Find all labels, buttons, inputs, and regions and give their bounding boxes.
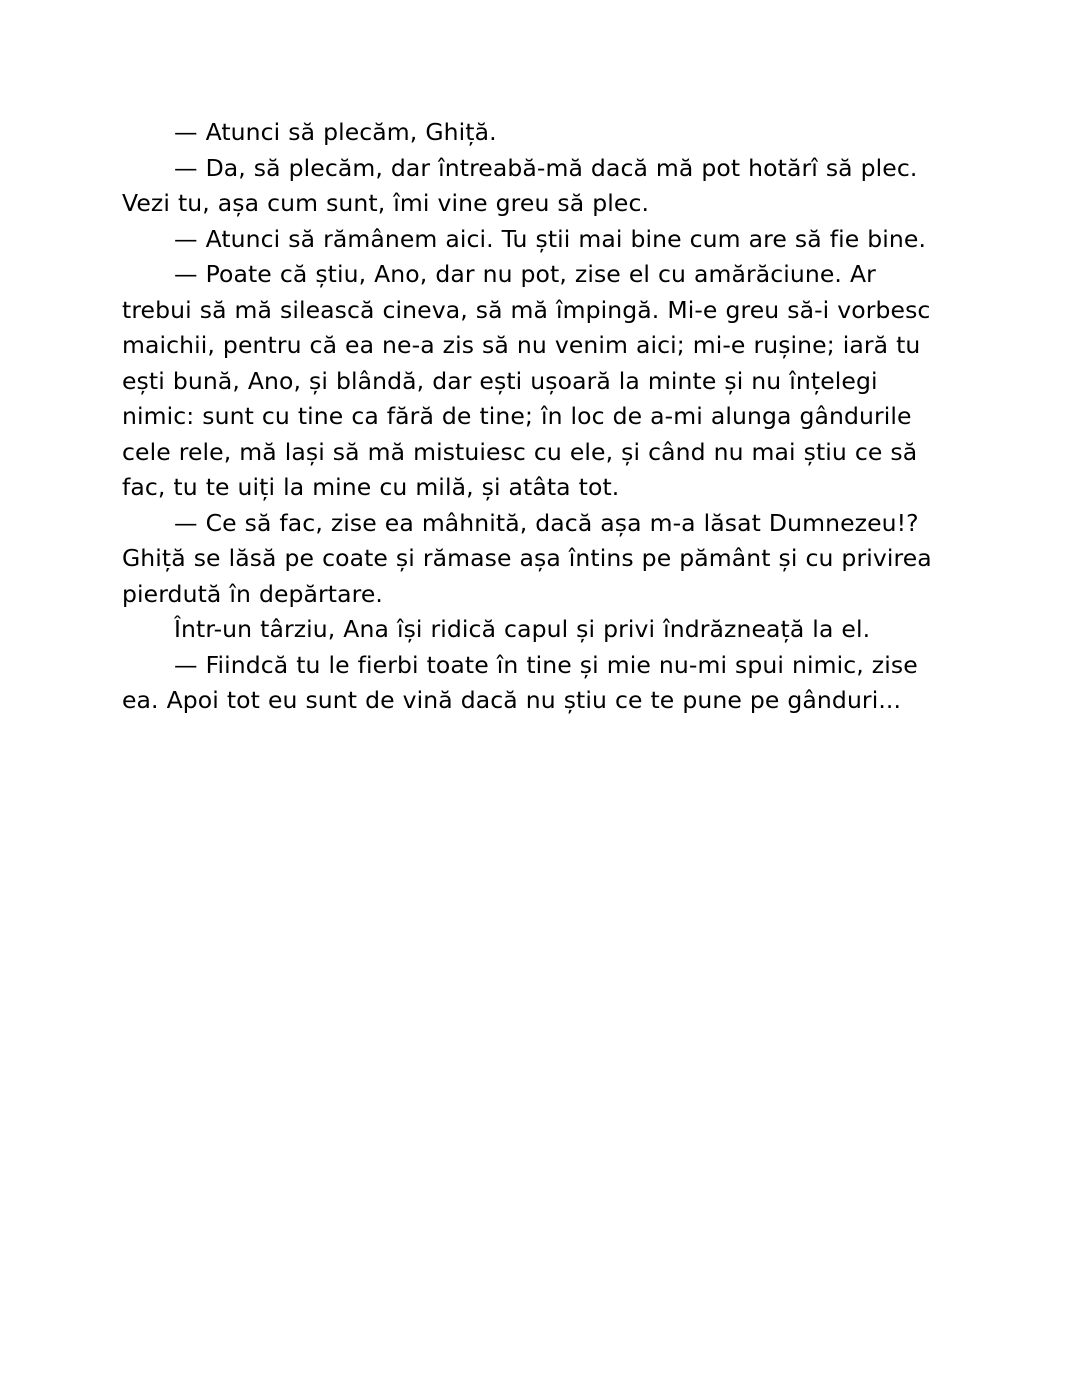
document-text-body bbox=[122, 115, 950, 719]
paragraph: — Da, să plecăm, dar întreabă-mă dacă mă pot hotărî să plec. Vezi tu, așa cum sunt, îmi vine greu să plec. bbox=[122, 153, 918, 217]
paragraph: — Ce să fac, zise ea mâhnită, dacă așa m-a lăsat Dumnezeu!? Ghiță se lăsă pe coate și rămase așa întins pe pământ și cu privirea pierdută în depărtare. bbox=[122, 508, 932, 608]
paragraph: — Fiindcă tu le fierbi toate în tine și mie nu-mi spui nimic, zise ea. Apoi tot eu sunt de vină dacă nu știu ce te pune pe gânduri... bbox=[122, 650, 918, 714]
paragraph: — Poate că știu, Ano, dar nu pot, zise el cu amărăciune. Ar trebui să mă silească cineva, să mă împingă. Mi-e greu să-i vorbesc maichii, pentru că ea ne-a zis să nu venim aici; mi-e rușine; iară tu ești bună, Ano, și blândă, dar ești ușoară la minte și nu înțelegi nimic: sunt cu tine ca fără de tine; în loc de a-mi alunga gândurile cele rele, mă lași să mă mistuiesc cu ele, și când nu mai știu ce să fac, tu te uiți la mine cu milă, și atâta tot. bbox=[122, 260, 931, 501]
paragraph: Într-un târziu, Ana își ridică capul și privi îndrăzneață la el. bbox=[174, 615, 871, 643]
paragraph: — Atunci să plecăm, Ghiță. bbox=[174, 118, 497, 146]
paragraph: — Atunci să rămânem aici. Tu știi mai bine cum are să fie bine. bbox=[174, 224, 927, 253]
